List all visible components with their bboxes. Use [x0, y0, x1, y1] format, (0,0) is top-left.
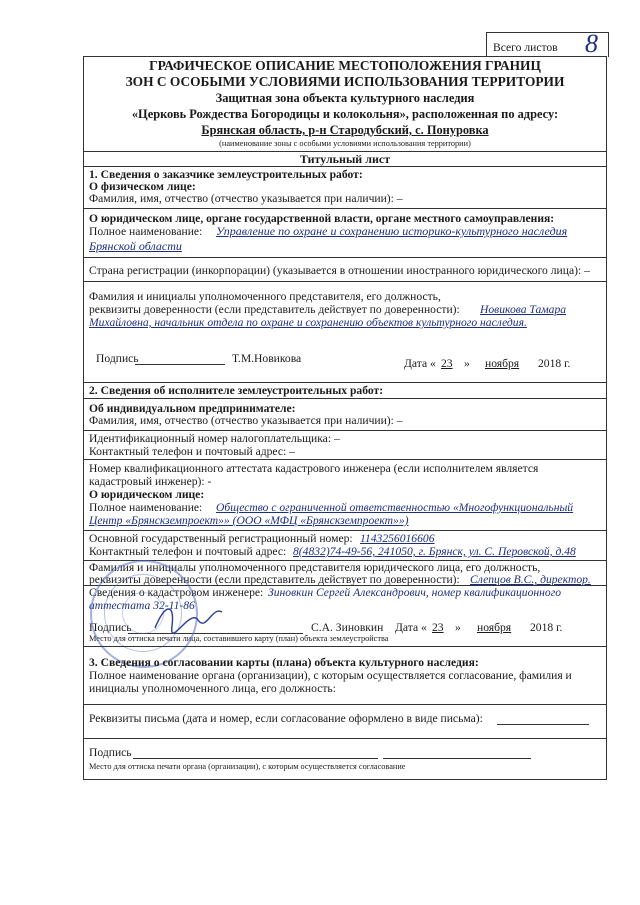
s2-contact2-value: 8(4832)74-49-56, 241050, г. Брянск, ул. С. Перовской, д.48	[293, 545, 576, 558]
s2-contact: Контактный телефон и почтовый адрес: –	[89, 445, 295, 458]
s1-date-label: Дата «	[404, 357, 436, 370]
s2-ogrn-label: Основной государственный регистрационный номер:	[89, 532, 353, 545]
sheet-title: Титульный лист	[299, 152, 391, 166]
s2-sign-name: С.А. Зиновкин	[311, 621, 384, 634]
s2-ogrn-value: 1143256016606	[360, 532, 435, 545]
s1-name-line2: Брянской области	[89, 239, 182, 253]
zone-note: (наименование зоны с особыми условиями использования территории)	[219, 139, 471, 148]
s1-name-label: Полное наименование:	[89, 225, 203, 238]
s1-phys-title: О физическом лице:	[89, 180, 196, 193]
s2-ip-fio: Фамилия, имя, отчество (отчество указывается при наличии): –	[89, 414, 403, 427]
s2-sign-label: Подпись	[89, 621, 132, 634]
s2-eng-value1: Зиновкин Сергей Александрович, номер квалификационного	[268, 586, 562, 599]
s1-sign-name: Т.М.Новикова	[232, 352, 302, 365]
s2-rep-line1: Фамилия и инициалы уполномоченного представителя юридического лица, его должность,	[89, 561, 541, 574]
s2-date-day: 23	[432, 621, 444, 634]
s1-date-day: 23	[441, 357, 453, 370]
s1-jur-title: О юридическом лице, органе государственной власти, органе местного самоуправления:	[89, 212, 555, 225]
s3-stamp-note: Место для оттиска печати органа (организации), с которым осуществляется согласование	[89, 762, 406, 771]
s3-body-line1: Полное наименование органа (организации), с которым осуществляется согласование, фамилия и	[89, 669, 572, 682]
s2-cert-line1: Номер квалификационного аттестата кадастрового инженера (если исполнителем является	[89, 462, 539, 475]
s2-jur-title: О юридическом лице:	[89, 488, 205, 501]
s1-phys-fio: Фамилия, имя, отчество (отчество указывается при наличии): –	[89, 192, 403, 205]
s1-date-month: ноября	[485, 357, 520, 370]
s1-rep-label: реквизиты доверенности (если представитель действует по доверенности):	[89, 303, 460, 316]
s2-date-label: Дата «	[395, 621, 427, 634]
s2-date-month: ноября	[477, 621, 512, 634]
s3-sign-label: Подпись	[89, 746, 132, 759]
s1-rep-line1: Фамилия и инициалы уполномоченного представителя, его должность,	[89, 290, 441, 303]
s1-date-sep: »	[464, 357, 470, 370]
s1-date-year: 2018 г.	[538, 357, 571, 370]
s2-ip-title: Об индивидуальном предпринимателе:	[89, 402, 296, 415]
s2-date-sep: »	[455, 621, 461, 634]
s2-inn: Идентификационный номер налогоплательщика: –	[89, 432, 340, 445]
sheet-count-box	[486, 29, 609, 58]
s2-cert-line2: кадастровый инженер): -	[89, 475, 212, 488]
s2-title: 2. Сведения об исполнителе землеустроительных работ:	[89, 384, 384, 397]
s1-rep-value1: Новикова Тамара	[480, 303, 567, 316]
doc-title-line1: ГРАФИЧЕСКОЕ ОПИСАНИЕ МЕСТОПОЛОЖЕНИЯ ГРАНИЦ	[149, 58, 541, 73]
s3-title: 3. Сведения о согласовании карты (плана) объекта культурного наследия:	[89, 656, 479, 669]
sheet-count-value: 8	[585, 29, 598, 58]
s2-rep-value: Слепцов В.С., директор.	[470, 573, 591, 586]
s1-country: Страна регистрации (инкорпорации) (указывается в отношении иностранного юридического лица): –	[89, 264, 590, 277]
s2-eng-label: Сведения о кадастровом инженере:	[89, 586, 264, 599]
s2-name-line2: Центр «Брянскземпроект»» (ООО «МФЦ «Брянскземпроект»»)	[89, 514, 409, 527]
s2-stamp-note: Место для оттиска печати лица, составившего карту (план) объекта землеустройства	[89, 634, 389, 643]
s3-letter: Реквизиты письма (дата и номер, если согласование оформлено в виде письма):	[89, 712, 483, 725]
s2-rep-label: реквизиты доверенности (если представитель действует по доверенности):	[89, 573, 460, 586]
signature-scribble	[150, 598, 230, 638]
s2-name-line1: Общество с ограниченной ответственностью «Многофункциональный	[216, 501, 574, 514]
s2-date-year: 2018 г.	[530, 621, 563, 634]
s2-contact2-label: Контактный телефон и почтовый адрес:	[89, 545, 287, 558]
sheet-count-label: Всего листов	[493, 41, 558, 54]
s2-name-label: Полное наименование:	[89, 501, 203, 514]
object-name: «Церковь Рождества Богородицы и колокольня», расположенная по адресу:	[131, 107, 559, 121]
s1-title: 1. Сведения о заказчике землеустроительных работ:	[89, 168, 363, 181]
s3-body-line2: инициалы уполномоченного лица, его должность:	[89, 682, 336, 695]
s1-name-line1: Управление по охране и сохранению историко-культурного наследия	[216, 224, 568, 238]
object-address: Брянская область, р-н Стародубский, с. Понуровка	[201, 123, 489, 137]
zone-name: Защитная зона объекта культурного наследия	[215, 91, 475, 105]
s1-rep-value2: Михайловна, начальник отдела по охране и сохранению объектов культурного наследия.	[89, 316, 527, 329]
doc-title-line2: ЗОН С ОСОБЫМИ УСЛОВИЯМИ ИСПОЛЬЗОВАНИЯ ТЕРРИТОРИИ	[125, 74, 565, 89]
s2-eng-value2: аттестата 32-11-86	[89, 599, 195, 612]
s1-sign-label: Подпись	[96, 352, 139, 365]
